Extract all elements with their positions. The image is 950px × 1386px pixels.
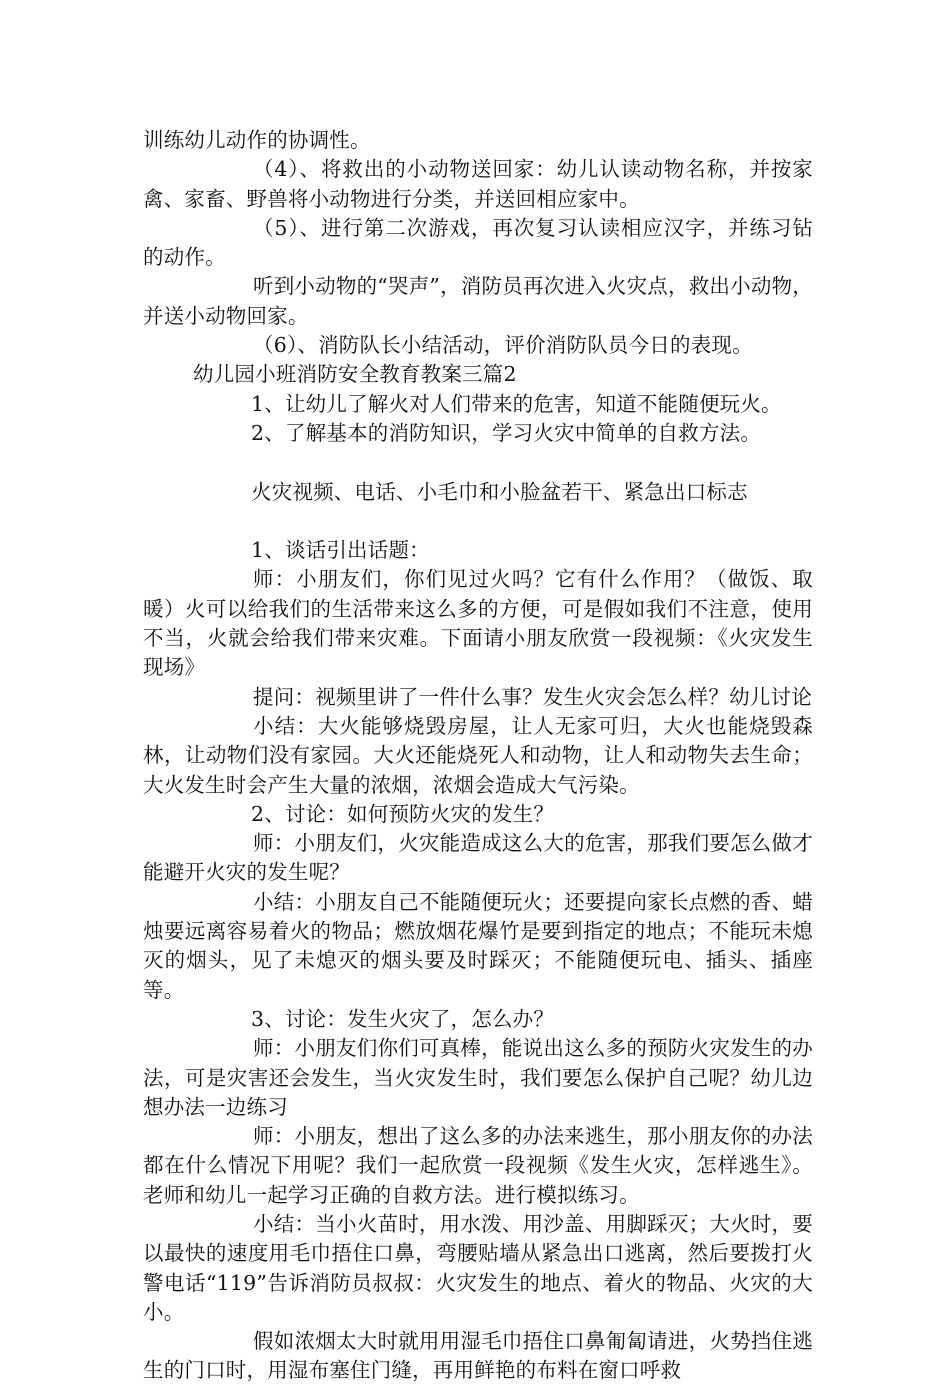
paragraph: 1、谈话引出话题： <box>251 538 430 563</box>
paragraph: 1、让幼儿了解火对人们带来的危害，知道不能随便玩火。 <box>251 391 782 416</box>
paragraph: 2、了解基本的消防知识，学习火灾中简单的自救方法。 <box>251 420 762 445</box>
paragraph: （6）、消防队长小结活动，评价消防队员今日的表现。 <box>253 333 753 358</box>
paragraph: 师：小朋友们，火灾能造成这么大的危害，那我们要怎么做才能避开火灾的发生呢？ <box>143 831 813 885</box>
document-body <box>143 126 813 1386</box>
blank-line <box>143 507 813 536</box>
paragraph: 提问：视频里讲了一件什么事？发生火灾会怎么样？幼儿讨论 <box>253 684 812 709</box>
paragraph: 2、讨论：如何预防火灾的发生？ <box>251 801 555 826</box>
paragraph: 师：小朋友，想出了这么多的办法来逃生，那小朋友你的办法都在什么情况下用呢？我们一起欣赏一段视频《发生火灾，怎样逃生》。老师和幼儿一起学习正确的自救方法。进行模拟练习。 <box>143 1124 813 1207</box>
blank-line <box>143 448 813 477</box>
paragraph: 训练幼儿动作的协调性。 <box>143 128 371 152</box>
paragraph: （4）、将救出的小动物送回家：幼儿认读动物名称，并按家禽、家畜、野兽将小动物进行分类，并送回相应家中。 <box>143 157 813 211</box>
paragraph: 火灾视频、电话、小毛巾和小脸盆若干、紧急出口标志 <box>251 479 748 504</box>
paragraph: 师：小朋友们你们可真棒，能说出这么多的预防火灾发生的办法，可是灾害还会发生，当火灾发生时，我们要怎么保护自己呢？幼儿边想办法一边练习 <box>143 1036 813 1119</box>
paragraph: 假如浓烟太大时就用用湿毛巾捂住口鼻匍匐请进，火势挡住逃生的门口时，用湿布塞住门缝，再用鲜艳的布料在窗口呼救 <box>143 1329 813 1383</box>
paragraph: 小结：大火能够烧毁房屋，让人无家可归，大火也能烧毁森林，让动物们没有家园。大火还能烧死人和动物，让人和动物失去生命；大火发生时会产生大量的浓烟，浓烟会造成大气污染。 <box>143 713 813 797</box>
paragraph: 小结：小朋友自己不能随便玩火；还要提向家长点燃的香、蜡烛要远离容易着火的物品；燃放烟花爆竹是要到指定的地点；不能玩未熄灭的烟头，见了未熄灭的烟头要及时踩灭；不能随便玩电、插头、插座等。 <box>143 889 813 1002</box>
paragraph: 3、讨论：发生火灾了，怎么办？ <box>251 1006 555 1031</box>
paragraph: 小结：当小火苗时，用水泼、用沙盖、用脚踩灭；大火时，要以最快的速度用毛巾捂住口鼻，弯腰贴墙从紧急出口逃离，然后要拨打火警电话“119”告诉消防员叔叔：火灾发生的地点、着火的物品、火灾的大小。 <box>143 1211 813 1324</box>
paragraph: （5）、进行第二次游戏，再次复习认读相应汉字，并练习钻的动作。 <box>143 215 813 270</box>
section-heading: 幼儿园小班消防安全教育教案三篇2 <box>193 362 517 387</box>
paragraph: 听到小动物的“哭声”，消防员再次进入火灾点，救出小动物，并送小动物回家。 <box>143 274 813 328</box>
paragraph: 师：小朋友们，你们见过火吗？它有什么作用？（做饭、取暖）火可以给我们的生活带来这么多的方便，可是假如我们不注意，使用不当，火就会给我们带来灾难。下面请小朋友欣赏一段视频：《火灾发生现场》 <box>143 567 813 680</box>
